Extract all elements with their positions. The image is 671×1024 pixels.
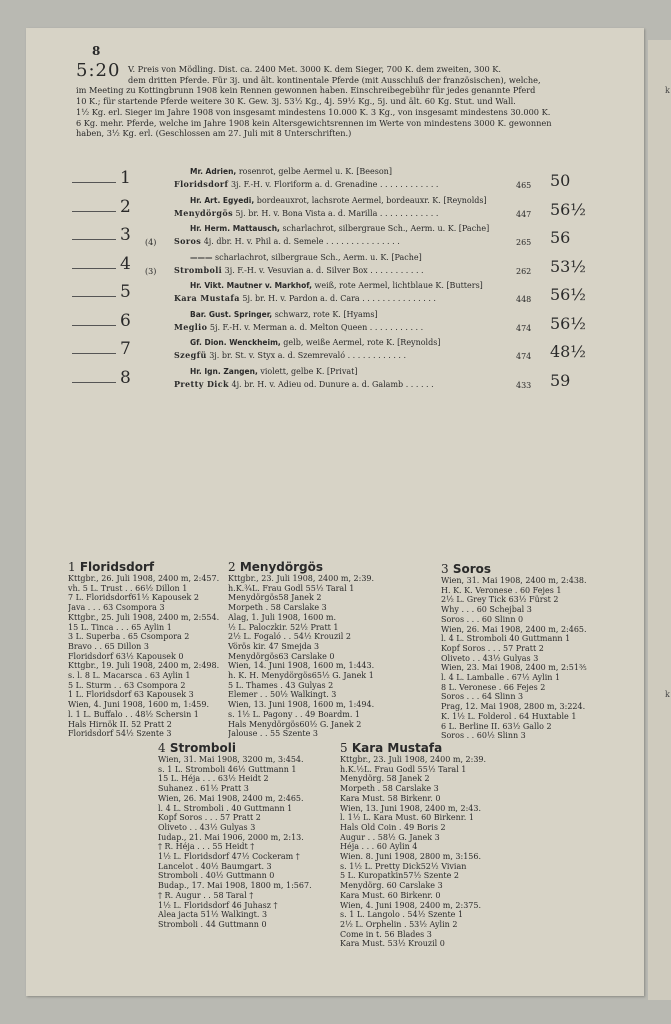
owner-line (190, 281, 483, 290)
owner-colors: violett, gelbe K. [Privat] (257, 366, 358, 376)
write-in-line (72, 182, 116, 183)
owner-line (190, 338, 440, 347)
horse-pedigree: 5j. br. H. v. Pardon a. d. Cara . . . . . . . . . . . . . . . (239, 294, 436, 303)
horse-name: Kara Mustafa (174, 293, 240, 303)
form-line: h.K.¾L. Frau Godl 55½ Taral 1 (228, 583, 355, 593)
race-conditions (76, 64, 626, 139)
form-line: Iudap., 21. Mai 1906, 2000 m, 2:13. (158, 832, 304, 842)
owner-line (190, 367, 357, 376)
form-line: Menydörg. 60 Carslake 3 (340, 881, 443, 891)
form-number: 4 (158, 741, 166, 755)
form-line: Wien, 4. Juni 1908, 2400 m, 2:375. (340, 900, 482, 910)
form-line: Suhanez . 61½ Pratt 3 (158, 784, 249, 794)
adjacent-page-mark: k (665, 690, 670, 699)
horse-weight: 262 (516, 266, 532, 276)
form-line: s. 1½ L. Pretty Dick52½ Vivian (340, 861, 467, 871)
form-line: Kttgbr., 23. Juli 1908, 2400 m, 2:39. (340, 755, 487, 764)
entry-row (72, 279, 586, 308)
form-horse-name: Kara Mustafa (351, 741, 443, 755)
entry-list (72, 165, 586, 393)
form-line: H. K. K. Veronese . 60 Fejes 1 (441, 585, 562, 595)
form-line: † R. Augur . . 58 Taral † (158, 890, 254, 900)
horse-line (174, 236, 547, 246)
form-line: 5 L. Kuropatkin57½ Szente 2 (340, 871, 459, 881)
form-line: Wien. 8. Juni 1908, 2800 m, 3:156. (340, 852, 482, 862)
entry-number: 3 (120, 225, 131, 245)
form-horse-name: Stromboli (169, 741, 236, 755)
form-line: † R. Héja . . . 55 Heidt † (158, 842, 255, 852)
entry-row (72, 365, 582, 394)
form-line: Kara Must. 60 Birkenr. 0 (340, 890, 441, 900)
owner-colors: scharlachrot, silbergraue Sch., Aerm. u. K. [Pache] (279, 224, 490, 233)
horse-pedigree: 5j. F.-H. v. Merman a. d. Melton Queen . . . . . . . . . . . (207, 322, 424, 332)
horse-name: Menydörgös (174, 207, 233, 218)
form-line: Vörös kir. 47 Smejda 3 (228, 641, 320, 651)
form-line: Morpeth . 58 Carslake 3 (340, 784, 439, 794)
entry-row (72, 336, 586, 365)
form-line: s. 1 L. Stromboli 46½ Guttmann 1 (158, 764, 297, 774)
horse-line (174, 265, 547, 275)
owner-name: Hr. Vikt. Mautner v. Markhof, (190, 281, 312, 290)
form-line: Soros . . 60½ Slinn 3 (441, 731, 526, 741)
race-conditions-line: dem dritten Pferde. Für 3j. und ält. kontinentale Pferde (mit Ausschluß der französischen), welche, (128, 74, 541, 85)
form-line: Menydörgös58 Janek 2 (228, 593, 322, 603)
horse-line (174, 379, 547, 389)
form-line: Hals Old Coin . 49 Boris 2 (340, 822, 446, 832)
owner-line (190, 310, 378, 319)
form-line: 1½ L. Floridsdorf 47½ Cockeram † (158, 852, 300, 862)
form-line: l. 4 L. Stromboli . 40 Guttmann 1 (158, 803, 293, 813)
entry-number: 8 (120, 367, 131, 388)
owner-name: Gf. Dion. Wenckheim, (190, 338, 281, 347)
form-line: Héja . . . 60 Aylin 4 (340, 842, 418, 852)
form-line: Alea jacta 51½ Walkingt. 3 (158, 910, 268, 920)
form-line: Wien, 26. Mai 1908, 2400 m, 2:465. (441, 624, 587, 634)
form-line: Morpeth . 58 Carslake 3 (228, 603, 327, 613)
entry-row (72, 308, 586, 337)
form-line: Wien, 13. Juni 1908, 1600 m, 1:494. (228, 700, 375, 710)
owner-name: Bar. Gust. Springer, (190, 309, 273, 319)
form-line: 1 L. Floridsdorf 63 Kapousek 3 (68, 690, 194, 700)
entry-odds: 48½ (550, 342, 586, 361)
form-line: Java . . . 63 Csompora 3 (68, 603, 165, 613)
form-line: 2½ L. Fogaló . . 54½ Krouzil 2 (228, 632, 351, 642)
owner-colors: schwarz, rote K. [Hyams] (272, 309, 378, 319)
owner-colors: scharlachrot, silbergraue Sch., Aerm. u. K. [Pache] (212, 252, 422, 262)
form-line: Budap., 17. Mai 1908, 1800 m, 1:567. (158, 881, 312, 891)
form-line: 5 L. Thames . 43 Gulyas 2 (228, 680, 334, 690)
form-line: Prag, 12. Mai 1908, 2800 m, 3:224. (441, 702, 586, 712)
horse-pedigree: 5j. br. H. v. Bona Vista a. d. Marilla . . . . . . . . . . . . (233, 208, 439, 218)
form-line: 8 L. Veronese . 66 Fejes 2 (441, 682, 546, 692)
owner-line (190, 167, 392, 176)
owner-line (190, 224, 489, 233)
form-line: 15 L. Tinca . . . 65 Aylin 1 (68, 622, 172, 632)
form-line: Hals Menydörgös60½ G. Janek 2 (228, 719, 362, 729)
form-line: Wien, 26. Mai 1908, 2400 m, 2:465. (158, 793, 304, 803)
form-line: ½ L. Paloczkir. 52½ Pratt 1 (228, 622, 339, 632)
form-line: s. 1½ L. Pagony . . 49 Boardm. 1 (228, 709, 360, 719)
horse-pedigree: 4j. dbr. H. v. Phil a. d. Semele . . . . . . . . . . . . . . . (201, 237, 400, 246)
entry-row (72, 165, 582, 194)
form-header (441, 562, 616, 576)
form-line: h. K. H. Menydörgös65½ G. Janek 1 (228, 671, 374, 681)
form-header (158, 741, 334, 755)
horse-name: Stromboli (174, 264, 223, 275)
horse-line (174, 179, 547, 189)
entry-number: 5 (120, 282, 131, 302)
form-line: Oliveto . . 43½ Gulyas 3 (158, 822, 256, 832)
form-line: Why . . . 60 Schejbal 3 (441, 605, 532, 615)
horse-weight: 474 (516, 323, 532, 333)
form-line: Oliveto . . 43½ Gulyas 3 (441, 653, 539, 663)
form-line: Augur . . 58½ G. Janek 3 (340, 832, 440, 842)
horse-weight: 465 (516, 181, 532, 190)
form-line: Floridsdorf 63½ Kapousek 0 (68, 651, 184, 661)
form-line: l. 1 L. Buffalo . . 48½ Schersin 1 (68, 709, 199, 719)
form-line: K. 1½ L. Folderol . 64 Huxtable 1 (441, 711, 577, 721)
form-line: Wien, 14. Juni 1908, 1600 m, 1:443. (228, 661, 375, 671)
form-line: 6 L. Berline II. 63½ Gallo 2 (441, 721, 552, 731)
horse-name: Soros (174, 236, 202, 246)
horse-weight: 433 (516, 380, 532, 390)
form-line: Elemer . . 50½ Walkingt. 3 (228, 690, 337, 700)
form-header (228, 560, 388, 574)
form-number: 1 (68, 560, 76, 574)
horse-name: Pretty Dick (174, 378, 229, 389)
form-horse-name: Menydörgös (239, 560, 324, 574)
form-line: l. 1½ L. Kara Must. 60 Birkenr. 1 (340, 813, 474, 823)
owner-line (190, 196, 487, 205)
horse-weight: 474 (516, 352, 532, 361)
form-line: l. 4 L. Lamballe . 67½ Aylin 1 (441, 673, 561, 683)
horse-pedigree: 3j. F.-H. v. Vesuvian a. d. Silver Box . . . . . . . . . . . (222, 265, 424, 275)
form-block-1 (68, 560, 228, 739)
form-line: Kttgbr., 19. Juli 1908, 2400 m, 2:498. (68, 661, 220, 671)
form-line: Stromboli . 40½ Guttmann 0 (158, 871, 275, 881)
horse-name: Meglio (174, 321, 208, 332)
entry-odds: 50 (550, 171, 571, 190)
form-line: Soros . . . 60 Slinn 0 (441, 614, 524, 624)
horse-weight: 265 (516, 238, 532, 247)
form-line: Bravo . . 65 Dillon 3 (68, 641, 149, 651)
race-conditions-line: 1½ Kg. erl. Sieger im Jahre 1908 von insgesamt mindestens 10.000 K. 3 Kg., von insgesamt mindestens 30.000 K. (76, 106, 551, 117)
form-line: 5 L. Sturm . . 63 Csompora 2 (68, 680, 186, 690)
owner-line (190, 253, 422, 262)
form-block-4 (158, 741, 334, 930)
form-line: Stromboli . 44 Guttmann 0 (158, 919, 267, 929)
write-in-line (72, 211, 116, 212)
form-header (68, 560, 228, 574)
horse-pedigree: 3j. br. St. v. Styx a. d. Szemrevaló . . . . . . . . . . . . (206, 351, 407, 360)
form-line: 2½ L. Orphelin . 53½ Aylin 2 (340, 919, 458, 929)
horse-pedigree: 3j. F.-H. v. Floriform a. d. Grenadine . . . . . . . . . . . . (228, 180, 439, 189)
form-line: Kttgbr., 23. Juli 1908, 2400 m, 2:39. (228, 574, 375, 583)
race-time: 5:20 (76, 60, 121, 81)
form-line: vh. 5 L. Trust . . 66½ Dillon 1 (68, 583, 188, 593)
horse-name: Szegfü (174, 350, 207, 360)
form-line: Wien, 31. Mai 1908, 3200 m, 3:454. (158, 755, 304, 764)
write-in-line (72, 239, 116, 240)
form-line: Wien, 31. Mai 1908, 2400 m, 2:438. (441, 576, 587, 585)
owner-colors: gelb, weiße Aermel, rote K. [Reynolds] (280, 338, 441, 347)
race-conditions-line: 10 K.; für startende Pferde weitere 30 K. Gew. 3j. 53½ Kg., 4j. 59½ Kg., 5j. und ält. 60 Kg. Stut. und Wall. (76, 96, 516, 107)
form-block-2 (228, 560, 388, 739)
entry-odds: 53½ (550, 256, 586, 276)
form-line: Hals Hirnök II. 52 Pratt 2 (68, 719, 172, 729)
entry-row (72, 222, 582, 251)
form-line: 15 L. Héja . . . 63½ Heidt 2 (158, 774, 269, 784)
race-conditions-line: V. Preis von Mödling. Dist. ca. 2400 Met. 3000 K. dem Sieger, 700 K. dem zweiten, 300 K. (128, 64, 501, 74)
form-number: 3 (441, 562, 449, 576)
form-line: 1½ L. Floridsdorf 46 Juhasz † (158, 900, 278, 910)
form-horse-name: Floridsdorf (79, 560, 155, 574)
owner-name: Hr. Ign. Zangen, (190, 366, 258, 376)
entry-odds: 56½ (550, 199, 586, 219)
form-line: Wien, 13. Juni 1908, 2400 m, 2:43. (340, 803, 482, 813)
form-line: 2½ L. Grey Tick 63½ Fürst 2 (441, 595, 559, 605)
horse-line (174, 322, 547, 332)
draw-position: (4) (145, 238, 157, 247)
horse-pedigree: 4j. br. H. v. Adieu od. Dunure a. d. Galamb . . . . . . (228, 379, 434, 389)
horse-weight: 447 (516, 209, 532, 219)
form-line: Alag, 1. Juli 1908, 1600 m. (228, 612, 336, 622)
form-line: s. 1 L. Langolo . 54½ Szente 1 (340, 910, 464, 920)
entry-row (72, 251, 586, 280)
form-line: s. l. 8 L. Macarsca . 63 Aylin 1 (68, 671, 191, 681)
entry-number: 7 (120, 339, 131, 359)
race-conditions-line: 6 Kg. mehr. Pferde, welche im Jahre 1908 kein Altersgewichtsrennen im Werte von mindestens 3000 K. gewonnen (76, 117, 552, 128)
race-conditions-line: im Meeting zu Kottingbrunn 1908 kein Rennen gewonnen haben. Einschreibegebühr für jedes genannte Pferd (76, 85, 536, 96)
form-line: Soros . . . 64 Slinn 3 (441, 692, 524, 702)
form-line: Menydörg. 58 Janek 2 (340, 774, 430, 784)
horse-line (174, 208, 547, 218)
form-block-3 (441, 562, 616, 741)
form-line: Kara Must. 58 Birkenr. 0 (340, 793, 441, 803)
form-line: Wien, 23. Mai 1908, 2400 m, 2:51⅗ (441, 663, 587, 673)
form-line: Kopf Soros . . . 57 Pratt 2 (441, 643, 544, 653)
form-horse-name: Soros (452, 562, 492, 576)
write-in-line (72, 353, 116, 354)
form-line: l. 4 L. Stromboli 40 Guttmann 1 (441, 634, 571, 644)
entry-row (72, 194, 586, 223)
form-line: 7 L. Floridsdorf61½ Kapousek 2 (68, 593, 199, 603)
form-header (340, 741, 516, 755)
form-number: 5 (340, 741, 348, 755)
form-block-5 (340, 741, 516, 949)
entry-odds: 59 (550, 370, 571, 390)
form-line: Come in t. 56 Blades 3 (340, 929, 432, 939)
owner-name: Mr. Adrien, (190, 167, 237, 176)
form-line: Floridsdorf 54½ Szente 3 (68, 729, 172, 739)
race-conditions-line: haben, 3½ Kg. erl. (Geschlossen am 27. Juli mit 8 Unterschriften.) (76, 128, 352, 139)
owner-colors: bordeauxrot, lachsrote Aermel, bordeauxr. K. [Reynolds] (254, 195, 487, 205)
horse-line (174, 293, 547, 303)
adjacent-page-mark: k (665, 86, 670, 95)
entry-number: 4 (120, 253, 131, 274)
form-line: Kttgbr., 25. Juli 1908, 2400 m, 2:554. (68, 612, 220, 622)
form-line: Kttgbr., 26. Juli 1908, 2400 m, 2:457. (68, 574, 220, 583)
form-line: Jalouse . . 55 Szente 3 (228, 729, 318, 739)
entry-odds: 56 (550, 228, 571, 247)
form-line: Menydörgös63 Carslake 0 (228, 651, 335, 661)
form-line: Wien, 4. Juni 1908, 1600 m, 1:459. (68, 700, 210, 710)
form-number: 2 (228, 560, 236, 574)
entry-odds: 56½ (550, 313, 586, 333)
write-in-line (72, 325, 116, 326)
horse-name: Floridsdorf (174, 179, 229, 189)
adjacent-page-strip (648, 40, 671, 1000)
form-line: Kara Must. 53½ Krouzil 0 (340, 939, 445, 949)
form-line: Lancelot . 40½ Baumgart. 3 (158, 861, 272, 871)
owner-colors: weiß, rote Aermel, lichtblaue K. [Butters] (311, 281, 483, 290)
write-in-line (72, 296, 116, 297)
page-number: 8 (92, 44, 101, 58)
draw-position: (3) (145, 266, 157, 276)
owner-name: Hr. Herm. Mattausch, (190, 224, 280, 233)
entry-odds: 56½ (550, 285, 586, 304)
entry-number: 6 (120, 310, 131, 331)
horse-weight: 448 (516, 295, 532, 304)
form-line: Kopf Soros . . . 57 Pratt 2 (158, 813, 261, 823)
owner-name: ——— (190, 252, 213, 262)
write-in-line (72, 382, 116, 383)
horse-line (174, 350, 547, 360)
write-in-line (72, 268, 116, 269)
owner-name: Hr. Art. Egyedi, (190, 195, 255, 205)
form-line: h.K.½L. Frau Godl 55½ Taral 1 (340, 764, 467, 774)
entry-number: 1 (120, 168, 131, 188)
entry-number: 2 (120, 196, 131, 217)
owner-colors: rosenrot, gelbe Aermel u. K. [Beeson] (236, 167, 392, 176)
form-line: 3 L. Superba . 65 Csompora 2 (68, 632, 190, 642)
